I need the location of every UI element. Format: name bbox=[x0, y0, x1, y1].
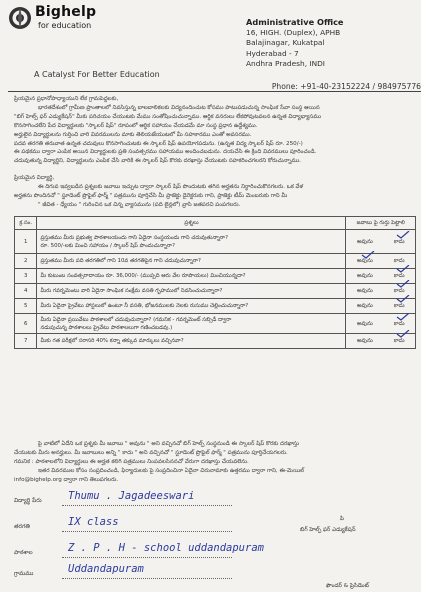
village-field[interactable]: Uddandapuram bbox=[68, 563, 144, 575]
row-number: 4 bbox=[15, 284, 37, 299]
answer-yes[interactable]: అవును bbox=[356, 238, 373, 245]
answer-no[interactable] bbox=[394, 337, 405, 345]
table-row bbox=[15, 269, 416, 284]
note-line: పై వాటిలో ఏదేని ఒక ప్రశ్నకు మీ జవాబు " అవును " అని వచ్చినచో బిగ్ హెల్ప్ సంస్థనుండి ఈ స్కాలర్ షిప్ కొరకు దరఖాస్తు bbox=[38, 441, 300, 447]
eligibility-table bbox=[14, 216, 416, 349]
intro-line: పదవ తరగతి తరువాత ఉన్నత చదువులు కొనసాగించుటకు ఈ స్కాలర్ షిప్ ఉపయోగపడును. (ఉన్నత విద్య స్కాలర్ షిప్ రూ. 250/-) bbox=[14, 140, 303, 147]
row-number: 2 bbox=[15, 254, 37, 269]
signature-initial: పి bbox=[340, 516, 344, 522]
address-line: 16, HIGH. (Duplex), APHB bbox=[246, 27, 341, 37]
question-cell bbox=[37, 334, 346, 349]
signature-org: బిగ్ హెల్ప్ ఫర్ ఎడ్యుకేషన్ bbox=[300, 527, 356, 533]
table-header-row bbox=[15, 217, 416, 230]
question-text: మీరు ఏదైనా ప్రయివేటు పాఠశాలలో చదువుచున్నారా? (గమనిక - గవర్నమెంట్ సబ్సిడీ ద్వారా bbox=[40, 316, 232, 323]
intro-line: ప్రియమైన ప్రధానోపాధ్యాయుని లేక గ్రామపెద్దలకు, bbox=[14, 96, 119, 102]
bighelp-logo bbox=[8, 4, 118, 38]
table-row bbox=[15, 284, 416, 299]
header-divider bbox=[8, 91, 421, 92]
question-cell bbox=[37, 269, 346, 284]
student-name-label: విద్యార్థి పేరు bbox=[14, 498, 42, 504]
answer-no-label: కాదు bbox=[393, 338, 405, 344]
col-serial-header: క్ర.సం. bbox=[15, 217, 37, 230]
question-text: రూ. 500/-లకు మించి సహాయం / స్కాలర్ షిప్ పొందుచున్నారా? bbox=[40, 242, 175, 249]
checkmark-icon bbox=[396, 313, 410, 321]
intro-line: అర్హులైన విద్యార్థులను గుర్తించి వారి వివరములను మాకు తెలియజేయుటలో మీ సహకారము ఎంతో అవసరము. bbox=[14, 131, 252, 138]
answer-no-label: కాదు bbox=[393, 273, 405, 279]
question-cell bbox=[37, 284, 346, 299]
checkmark-icon bbox=[396, 231, 410, 239]
intro-line: ఈ పథకము ద్వారా ఎంపిక అయిన విద్యార్థులకు ప్రతి సంవత్సరము సహాయము అందించబడును. దయచేసి ఈ క్రింది వివరములు పూరించండి. bbox=[14, 149, 317, 156]
answer-yes[interactable]: అవును bbox=[356, 303, 373, 309]
brand-subtitle: for education bbox=[38, 21, 92, 30]
question-cell bbox=[37, 299, 346, 314]
question-text: మీ కుటుంబ సంవత్సరాదాయం రూ. 36,000/- (ముప్పది ఆరు వేల రూపాయలు) మించియున్నదా? bbox=[40, 273, 246, 279]
student-intro-line: అర్హతను పొందినచో " స్టూడెంట్ ప్రొఫైల్ ఫార్మ్ " పత్రమును పూర్తిచేసి మీ ప్రాజెక్టు డైరెక్టరుకు గాని, ప్రాజెక్టు టీమ్ మెంబరుకు గాని మీ bbox=[14, 192, 288, 199]
row-number: 5 bbox=[15, 299, 37, 314]
answer-yes-label: అవును bbox=[356, 258, 373, 264]
answer-yes[interactable]: అవును bbox=[356, 273, 373, 279]
intro-line: "బిగ్ హెల్ప్ ఫర్ ఎడ్యుకేషన్" మీకు పరిచయం చేయుటకు మేము సంతోషించుచున్నాము. ఆర్థిక వనరులు లేకపోవుటవలన ఉన్నత విద్యాభ్యాసము bbox=[14, 113, 322, 120]
table-row bbox=[15, 230, 416, 254]
answer-no[interactable] bbox=[394, 238, 405, 246]
row-number: 7 bbox=[15, 334, 37, 349]
student-name-underline bbox=[62, 505, 232, 506]
phone-number: Phone: +91-40-23152224 / 984975776 bbox=[271, 82, 421, 91]
answer-no[interactable] bbox=[394, 272, 405, 280]
note-line: చేయుటకు మీరు అనర్హులు. మీ జవాబులు అన్ని " కాదు " అని వచ్చినచో " స్టూడెంట్ ప్రొఫైల్ ఫార్మ్ " పత్రమును పూర్తిచేయగలరు. bbox=[14, 449, 288, 456]
answer-cell bbox=[346, 299, 416, 314]
checkmark-icon bbox=[361, 251, 375, 259]
note-line: ఇతర వివరముల కోసం సంప్రదించండి, ఫిర్యాదులకు పై సంప్రదించినా ఏదైనా చిరునామాకు ఉత్తరము ద్వారా గాని, ఈ-మెయిల్ bbox=[38, 467, 305, 474]
intro-line: చదువుతున్న విద్యార్థిని, విద్యార్థులను ఎంపిక చేసి వారికి ఈ స్కాలర్ షిప్ కొరకు దరఖాస్తు చేయుటకు సహకరించగలరని కోరుచున్నాము. bbox=[14, 158, 302, 165]
checkmark-icon bbox=[396, 265, 410, 273]
student-greeting: ప్రియమైన విద్యార్థి, bbox=[14, 175, 55, 181]
answer-no-label: కాదు bbox=[393, 238, 405, 245]
col-answer-header: జవాబు పై గుర్తు పెట్టాలి bbox=[346, 217, 416, 230]
eligibility-note bbox=[14, 440, 414, 476]
row-number: 6 bbox=[15, 314, 37, 334]
note-line: గమనిక : పాఠశాలలోని విద్యార్థులు ఈ అర్హత కలిగి పత్రములు నింపవలసిననచో వేరుగా దరఖాస్తు చేయవలెను. bbox=[14, 458, 249, 465]
student-name-field[interactable]: Thumu . Jagadeeswari bbox=[68, 490, 195, 502]
answer-no[interactable] bbox=[394, 287, 405, 295]
office-address bbox=[246, 17, 421, 70]
col-question-header: ప్రశ్నలు bbox=[37, 217, 346, 230]
row-number: 3 bbox=[15, 269, 37, 284]
answer-yes[interactable]: అవును bbox=[356, 288, 373, 294]
student-intro bbox=[14, 174, 414, 210]
row-number: 1 bbox=[15, 230, 37, 254]
answer-no-label: కాదు bbox=[393, 288, 405, 294]
bighelp-logo-icon bbox=[8, 6, 32, 30]
checkmark-icon bbox=[396, 295, 410, 303]
school-label: పాఠశాల bbox=[14, 550, 33, 556]
question-text: ప్రస్తుతము మీరు ప్రభుత్వ పాఠశాలయందు గాని ఏదైనా సంస్థయందు గాని చదువుతున్నారా? bbox=[40, 234, 228, 241]
table-row bbox=[15, 254, 416, 269]
intro-line: కొనసాగించలేని పేద విద్యార్థులకు "స్కాలర్ షిప్" రూపంలో ఆర్థిక సహాయం చేయడమే మా సంస్థ ప్రధాన ఉద్దేశ్యము. bbox=[14, 122, 258, 129]
office-title: Administrative Office bbox=[246, 17, 344, 27]
intro-paragraph bbox=[14, 95, 414, 166]
address-line: Andhra Pradesh, INDI bbox=[246, 59, 325, 69]
intro-line: భారతదేశంలో గ్రామీణ ప్రాంతాలలో నివసిస్తున్న బాలబాలికలకు విద్యనందించుట కోసము పాటుపడుచున్న సాంఘిక సేవా సంస్థ ఆయిన bbox=[38, 104, 320, 111]
contact-email: info@bighelp.org ద్వారా గాని తెలుపగలరు. bbox=[14, 477, 119, 483]
address-line: Hyderabad - 7 bbox=[246, 48, 299, 58]
answer-no-label: కాదు bbox=[393, 320, 405, 327]
answer-no[interactable] bbox=[394, 320, 405, 328]
address-line: Balajinagar, Kukatpal bbox=[246, 38, 325, 48]
signature-title: ఫౌండర్ & ప్రెసిడెంట్ bbox=[326, 583, 369, 589]
class-field[interactable]: IX class bbox=[68, 516, 119, 528]
question-text: మీకు గత పరీక్షలో సరాసరి 40% కన్నా తక్కువ మార్కులు వచ్చినవా? bbox=[40, 338, 184, 344]
answer-cell bbox=[346, 230, 416, 254]
answer-cell bbox=[346, 334, 416, 349]
student-intro-line: " జీవిత - ధ్యేయం " గురించిన ఒక చిన్న వ్యాసమును (పది లైన్లలో) వ్రాసి జతపరచి పంపగలరు. bbox=[38, 201, 241, 208]
question-text: ప్రస్తుతము మీరు పది తరగతిలో గాని 10వ తరగతిపైన గాని చదువుచున్నారా? bbox=[40, 258, 201, 264]
table-row bbox=[15, 314, 416, 334]
answer-yes[interactable]: అవును bbox=[356, 320, 373, 327]
class-underline bbox=[62, 531, 232, 532]
class-label: తరగతి bbox=[14, 524, 30, 530]
village-label: గ్రామము bbox=[14, 571, 34, 577]
question-text: నడుపుచున్న పాఠశాలలు ప్రైవేటు పాఠశాలలుగా గణించబడవు.) bbox=[40, 324, 173, 331]
school-field[interactable]: Z . P . H - school uddandapuram bbox=[68, 542, 264, 554]
question-cell bbox=[37, 254, 346, 269]
answer-no[interactable] bbox=[394, 302, 405, 310]
table-row bbox=[15, 299, 416, 314]
answer-no[interactable]: కాదు bbox=[393, 258, 405, 264]
checkmark-icon bbox=[396, 330, 410, 338]
tagline: A Catalyst For Better Education bbox=[34, 70, 160, 79]
question-cell bbox=[37, 230, 346, 254]
question-text: మీరు గవర్నమెంటు వారి ఏదైనా సాంఘిక సంక్షేమ వసతి గృహములో నివసించుచున్నారా? bbox=[40, 288, 223, 294]
question-text: మీరు ఏదైనా ప్రైవేటు హాస్టలులో ఉంటూ నీ వసతి, భోజనములకు నెలకు రుసుము చెల్లించుచున్నారా? bbox=[40, 303, 249, 309]
village-underline bbox=[62, 578, 232, 579]
answer-yes[interactable] bbox=[357, 257, 373, 265]
table-row bbox=[15, 334, 416, 349]
checkmark-icon bbox=[396, 280, 410, 288]
question-cell bbox=[37, 314, 346, 334]
student-intro-line: ఈ దిగువ ఇవ్వబడిన ప్రశ్నలకు జవాబు ఇచ్చుట ద్వారా స్కాలర్ షిప్ పొందుటకు తగిన అర్హతను నిర్ధారించుకొనగలరు. ఒక వేళ bbox=[38, 183, 304, 190]
brand-name: Bighelp bbox=[35, 4, 97, 20]
answer-yes[interactable]: అవును bbox=[356, 338, 373, 344]
school-underline bbox=[62, 557, 232, 558]
answer-no-label: కాదు bbox=[393, 303, 405, 309]
